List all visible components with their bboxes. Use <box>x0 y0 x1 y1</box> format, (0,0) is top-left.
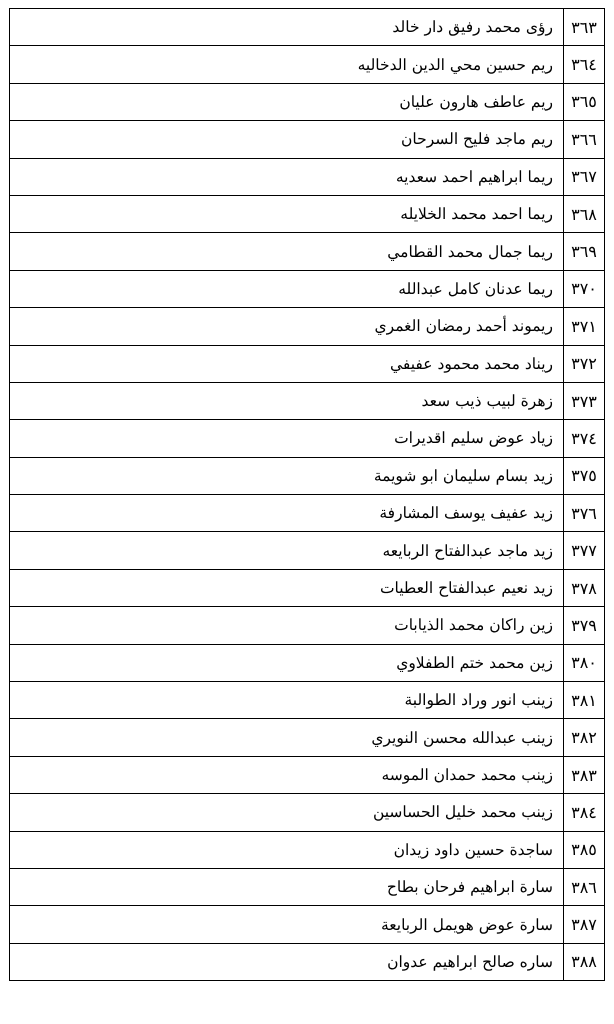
table-row <box>10 9 605 46</box>
table-row <box>10 495 605 532</box>
table-row <box>10 906 605 943</box>
row-name: ريم حسين محي الدين الدخاليه <box>10 46 564 83</box>
row-name: ريما ابراهيم احمد سعديه <box>10 158 564 195</box>
row-name: ساره صالح ابراهيم عدوان <box>10 943 564 980</box>
row-name: ريما جمال محمد القطامي <box>10 233 564 270</box>
row-name: ريناد محمد محمود عفيفي <box>10 345 564 382</box>
row-name: زياد عوض سليم اقديرات <box>10 420 564 457</box>
table-body <box>10 9 605 981</box>
row-number: ٣٨٧ <box>564 906 605 943</box>
row-number: ٣٧٩ <box>564 607 605 644</box>
table-row <box>10 719 605 756</box>
table-row <box>10 943 605 980</box>
row-number: ٣٧٥ <box>564 457 605 494</box>
table-row <box>10 83 605 120</box>
table-row <box>10 794 605 831</box>
row-number: ٣٧٤ <box>564 420 605 457</box>
row-name: زين راكان محمد الذيابات <box>10 607 564 644</box>
row-number: ٣٨٠ <box>564 644 605 681</box>
row-number: ٣٨٥ <box>564 831 605 868</box>
row-number: ٣٦٩ <box>564 233 605 270</box>
row-number: ٣٦٧ <box>564 158 605 195</box>
row-name: سارة ابراهيم فرحان بطاح <box>10 868 564 905</box>
row-number: ٣٧٨ <box>564 569 605 606</box>
row-name: رؤى محمد رفيق دار خالد <box>10 9 564 46</box>
row-number: ٣٨٤ <box>564 794 605 831</box>
names-table <box>9 8 605 981</box>
table-row <box>10 195 605 232</box>
row-number: ٣٨٦ <box>564 868 605 905</box>
table-row <box>10 270 605 307</box>
row-number: ٣٦٦ <box>564 121 605 158</box>
row-name: زيد ماجد عبدالفتاح الربايعه <box>10 532 564 569</box>
row-number: ٣٦٣ <box>564 9 605 46</box>
row-name: سارة عوض هويمل الربايعة <box>10 906 564 943</box>
table-row <box>10 46 605 83</box>
row-name: ريما احمد محمد الخلايله <box>10 195 564 232</box>
row-name: زين محمد ختم الطفلاوي <box>10 644 564 681</box>
row-number: ٣٦٤ <box>564 46 605 83</box>
row-name: ريموند أحمد رمضان الغمري <box>10 308 564 345</box>
table-row <box>10 644 605 681</box>
row-number: ٣٦٥ <box>564 83 605 120</box>
table-row <box>10 121 605 158</box>
row-name: زينب عبدالله محسن النويري <box>10 719 564 756</box>
row-name: زهرة لبيب ذيب سعد <box>10 382 564 419</box>
row-name: ريما عدنان كامل عبدالله <box>10 270 564 307</box>
table-row <box>10 569 605 606</box>
table-row <box>10 308 605 345</box>
row-number: ٣٧٣ <box>564 382 605 419</box>
row-name: زينب محمد خليل الحساسين <box>10 794 564 831</box>
row-name: زيد بسام سليمان ابو شويمة <box>10 457 564 494</box>
row-number: ٣٦٨ <box>564 195 605 232</box>
row-name: زينب محمد حمدان الموسه <box>10 756 564 793</box>
row-number: ٣٨٢ <box>564 719 605 756</box>
table-row <box>10 457 605 494</box>
table-row <box>10 756 605 793</box>
table-row <box>10 233 605 270</box>
table-row <box>10 382 605 419</box>
row-name: زيد نعيم عبدالفتاح العطيات <box>10 569 564 606</box>
row-number: ٣٨١ <box>564 682 605 719</box>
row-name: ريم ماجد فليح السرحان <box>10 121 564 158</box>
table-row <box>10 607 605 644</box>
row-number: ٣٨٣ <box>564 756 605 793</box>
table-row <box>10 158 605 195</box>
row-name: ريم عاطف هارون عليان <box>10 83 564 120</box>
row-name: زينب انور وراد الطوالبة <box>10 682 564 719</box>
row-number: ٣٧٢ <box>564 345 605 382</box>
table-row <box>10 682 605 719</box>
row-number: ٣٨٨ <box>564 943 605 980</box>
row-number: ٣٧٧ <box>564 532 605 569</box>
table-row <box>10 532 605 569</box>
row-name: زيد عفيف يوسف المشارفة <box>10 495 564 532</box>
table-row <box>10 868 605 905</box>
table-row <box>10 831 605 868</box>
table-row <box>10 345 605 382</box>
row-number: ٣٧٠ <box>564 270 605 307</box>
row-number: ٣٧١ <box>564 308 605 345</box>
table-row <box>10 420 605 457</box>
row-number: ٣٧٦ <box>564 495 605 532</box>
row-name: ساجدة حسين داود زيدان <box>10 831 564 868</box>
